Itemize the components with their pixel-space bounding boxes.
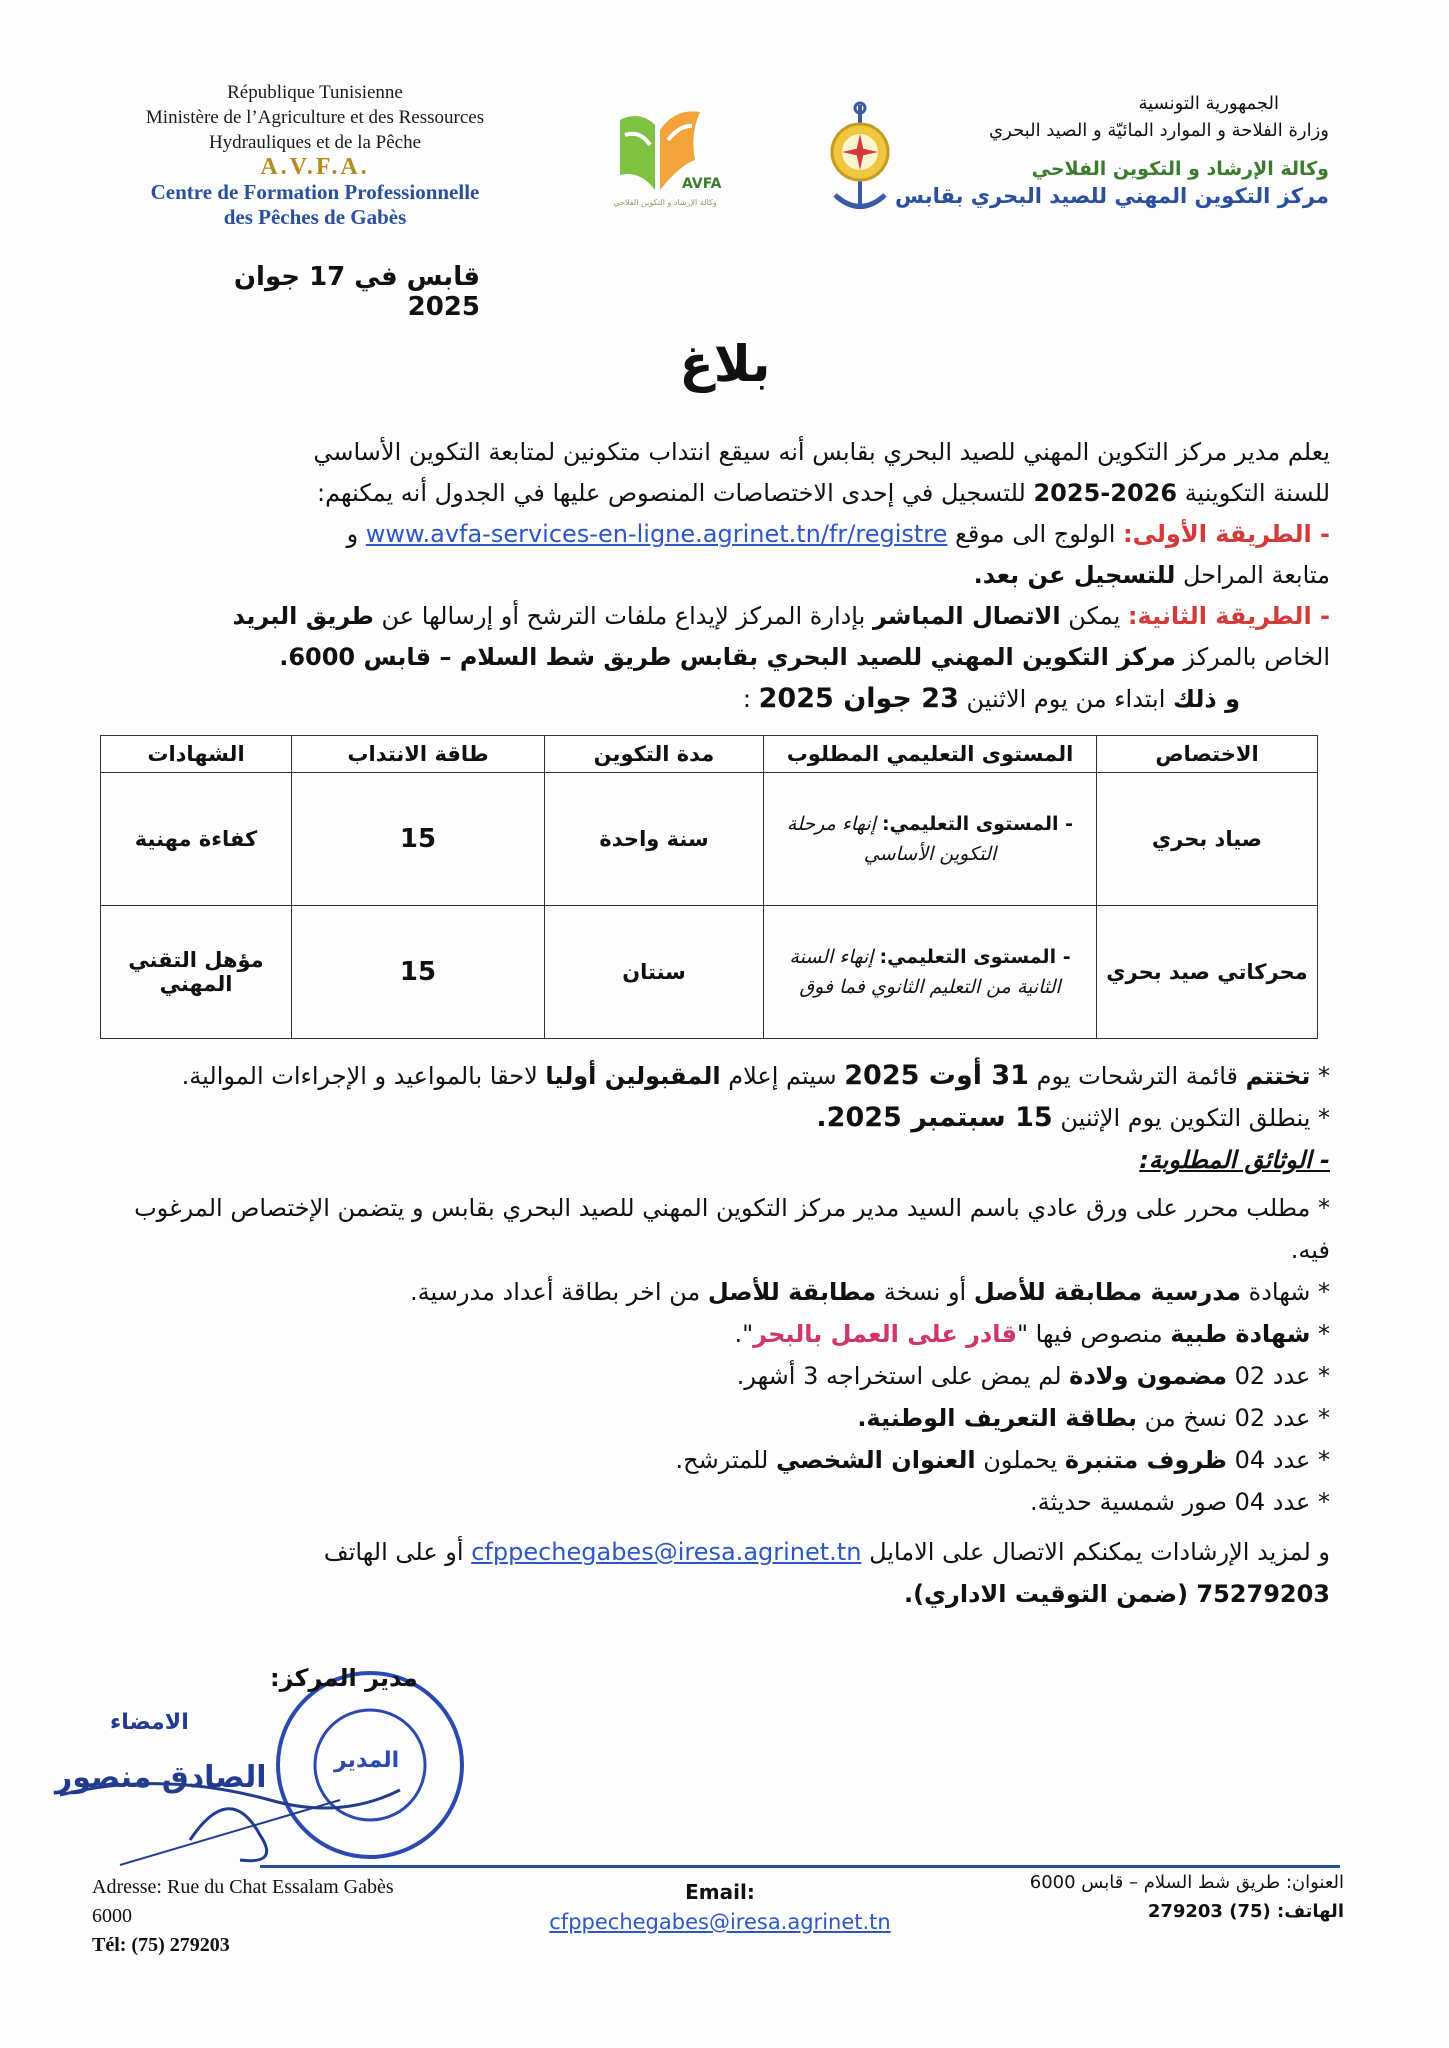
start-date-line [90,678,1330,720]
bullet: * [1318,1062,1330,1090]
doc-text: * عدد 02 نسخ من [1144,1404,1330,1432]
method-2-rest [90,637,1330,678]
fit-for-sea-label: قادر على العمل بالبحر [753,1320,1017,1348]
method-1-rest-text: متابعة المراحل [1183,561,1330,589]
page-title: بلاغ [679,335,771,393]
header-arabic [869,90,1329,210]
method-1-text: الولوج الى موقع [955,520,1116,548]
doc-text: للمترشح. [675,1446,769,1474]
avfa-logo [600,100,730,220]
doc-text: يحملون [983,1446,1058,1474]
footer-postcode: 6000 [92,1905,132,1927]
doc-item: * مطلب محرر على ورق عادي باسم السيد مدير مركز التكوين المهني للصيد البحري بقابس و يتضمن الإختصاص المرغوب فيه. [134,1194,1330,1264]
centre-name-fr: Centre de Formation Professionnelle [150,180,480,204]
ministry-label-fr: Ministère de l’Agriculture et des Ressources [145,107,485,128]
method-1 [90,514,1330,555]
centre-name-ar: مركز التكوين المهني للصيد البحري بقابس [895,184,1329,208]
deadline-date: 31 أوت 2025 [844,1060,1029,1091]
col-capacity: طاقة الانتداب [292,736,545,773]
deadline-word: تختتم [1245,1062,1311,1090]
doc-item: * عدد 04 صور شمسية حديثة. [1029,1488,1330,1516]
cell-capacity: 15 [292,906,545,1039]
doc-bold: شهادة طبية [1170,1320,1311,1348]
deadline-text: قائمة الترشحات يوم [1036,1062,1238,1090]
start-note [90,1097,1330,1139]
signatory-name: الصادق منصور [55,1760,267,1795]
table-row [101,906,1318,1039]
specialties-table [100,735,1318,1039]
contact-phone-line [90,1573,1330,1615]
method-2 [90,596,1330,637]
table-row [101,773,1318,906]
avfa-label: A.V.F.A. [260,154,370,180]
docs-title: - الوثائق المطلوبة: [1139,1146,1330,1174]
cell-specialty: صياد بحري [1097,773,1318,906]
col-specialty: الاختصاص [1097,736,1318,773]
cell-duration: سنة واحدة [545,773,764,906]
col-level: المستوى التعليمي المطلوب [764,736,1097,773]
intro-line-1: يعلم مدير مركز التكوين المهني للصيد البحري بقابس أنه سيقع انتداب متكونين لمتابعة التكوين الأساسي [313,438,1330,466]
doc-bold: مدرسية مطابقة للأصل [973,1278,1241,1306]
doc-text: * عدد 02 [1234,1362,1330,1390]
contact-text-2: أو على الهاتف [323,1538,464,1566]
table-header-row [101,736,1318,773]
method-2-label: - الطريقة الثانية: [1127,602,1330,630]
start-a: و ذلك [1173,685,1240,713]
doc-text: * شهادة [1248,1278,1330,1306]
training-start-date: 15 سبتمبر 2025. [816,1102,1053,1133]
republic-label-fr: République Tunisienne [227,82,403,103]
method-1-remote: للتسجيل عن بعد. [973,561,1176,589]
footer-address-ar-line: العنوان: طريق شط السلام – قابس 6000 [1029,1872,1344,1893]
centre-name-fr-2: des Pêches de Gabès [223,205,407,229]
doc-text: من اخر بطاقة أعداد مدرسية. [410,1278,701,1306]
accepted-label: المقبولين أوليا [545,1062,721,1090]
col-certificate: الشهادات [101,736,292,773]
method-2-text-b: بإدارة المركز لإيداع ملفات الترشح أو إرسالها عن [381,602,866,630]
intro-text-2: للتسجيل في إحدى الاختصاصات المنصوص عليها في الجدول أنه يمكنهم: [316,479,1026,507]
intro-text: للسنة التكوينية [1184,479,1330,507]
doc-bold: ظروف متنبرة [1064,1446,1227,1474]
level-text: إنهاء السنة الثانية من التعليم الثانوي فما فوق [789,946,1061,998]
start-b: ابتداء من يوم الاثنين [966,685,1166,713]
footer-phone: Tél: (75) 279203 [92,1934,230,1956]
doc-bold: بطاقة التعريف الوطنية. [857,1404,1137,1432]
agency-label-ar: وكالة الإرشاد و التكوين الفلاحي [1031,158,1329,180]
doc-text: * عدد 04 [1234,1446,1330,1474]
level-label: - المستوى التعليمي: [881,813,1074,835]
level-label: - المستوى التعليمي: [879,946,1071,968]
cell-level [764,906,1097,1039]
avfa-logo-caption: وكالة الإرشاد و التكوين الفلاحي [613,198,717,207]
footer-address-fr [92,1873,492,1960]
footer-address-ar [964,1868,1344,1926]
method-1-and: و [346,520,359,548]
footer-address: Adresse: Rue du Chat Essalam Gabès [92,1876,394,1898]
level-text: إنهاء مرحلة التكوين الأساسي [786,813,997,865]
registration-link[interactable]: www.avfa-services-en-ligne.agrinet.tn/fr/registre [365,520,948,548]
ministry-label-fr-2: Hydrauliques et de la Pêche [208,132,422,153]
deadline-note [90,1055,1330,1097]
doc-item [90,1271,1330,1313]
method-1-rest [90,555,1330,596]
method-2-mail: طريق البريد [232,602,374,630]
deadline-text-2: سيتم إعلام [728,1062,837,1090]
stamp-center-text: المدير [334,1748,400,1773]
republic-label-ar: الجمهورية التونسية [1138,93,1279,114]
bullet: * [1318,1320,1330,1348]
cell-certificate: مؤهل التقني المهني [101,906,292,1039]
doc-text: منصوص فيها " [1016,1320,1163,1348]
doc-text: ". [734,1320,754,1348]
centre-address: مركز التكوين المهني للصيد البحري بقابس طريق شط السلام – قابس 6000. [279,643,1176,671]
doc-item [90,1355,1330,1397]
cell-specialty: محركاتي صيد بحري [1097,906,1318,1039]
signature-label: الامضاء [110,1710,189,1735]
doc-item [90,1397,1330,1439]
cell-duration: سنتان [545,906,764,1039]
start-date: 23 جوان 2025 [758,683,959,714]
footer-email-block [520,1877,920,1937]
doc-text: أو نسخة [883,1278,967,1306]
footer-email-label: Email: [685,1880,755,1904]
notes-section [90,1055,1330,1615]
contact-email-link[interactable]: cfppechegabes@iresa.agrinet.tn [471,1538,862,1566]
deadline-text-3: لاحقا بالمواعيد و الإجراءات الموالية. [181,1062,538,1090]
ministry-label-ar: وزارة الفلاحة و الموارد المائيّة و الصيد البحري [989,120,1329,141]
cell-capacity: 15 [292,773,545,906]
cell-certificate: كفاءة مهنية [101,773,292,906]
announcement-body [90,432,1330,720]
start-colon: : [742,685,751,713]
intro-line-2 [90,473,1330,514]
col-duration: مدة التكوين [545,736,764,773]
doc-bold: العنوان الشخصي [776,1446,976,1474]
training-year: 2026-2025 [1033,479,1178,507]
doc-text: لم يمض على استخراجه 3 أشهر. [736,1362,1062,1390]
start-note-text: * ينطلق التكوين يوم الإثنين [1060,1104,1330,1132]
method-1-label: - الطريقة الأولى: [1123,520,1330,548]
header-french [100,80,530,230]
avfa-logo-text: AVFA [682,176,722,192]
doc-item [90,1313,1330,1355]
method-2-text-a: يمكن [1068,602,1121,630]
director-title: مدير المركز: [270,1664,418,1692]
cell-level [764,773,1097,906]
contact-phone: 75279203 (ضمن التوقيت الاداري). [903,1580,1330,1608]
avfa-logo-icon [600,100,730,210]
contact-text: و لمزيد الإرشادات يمكنكم الاتصال على الامايل [869,1538,1330,1566]
method-2-direct: الاتصال المباشر [872,602,1061,630]
doc-bold: مطابقة للأصل [707,1278,877,1306]
footer-phone-ar: الهاتف: (75) 279203 [1147,1901,1344,1922]
document-date: قابس في 17 جوان 2025 [233,262,480,322]
footer-email-link[interactable]: cfppechegabes@iresa.agrinet.tn [549,1910,891,1934]
doc-bold: مضمون ولادة [1069,1362,1227,1390]
method-2-text-c: الخاص بالمركز [1183,643,1330,671]
contact-line [90,1531,1330,1573]
doc-item [90,1439,1330,1481]
